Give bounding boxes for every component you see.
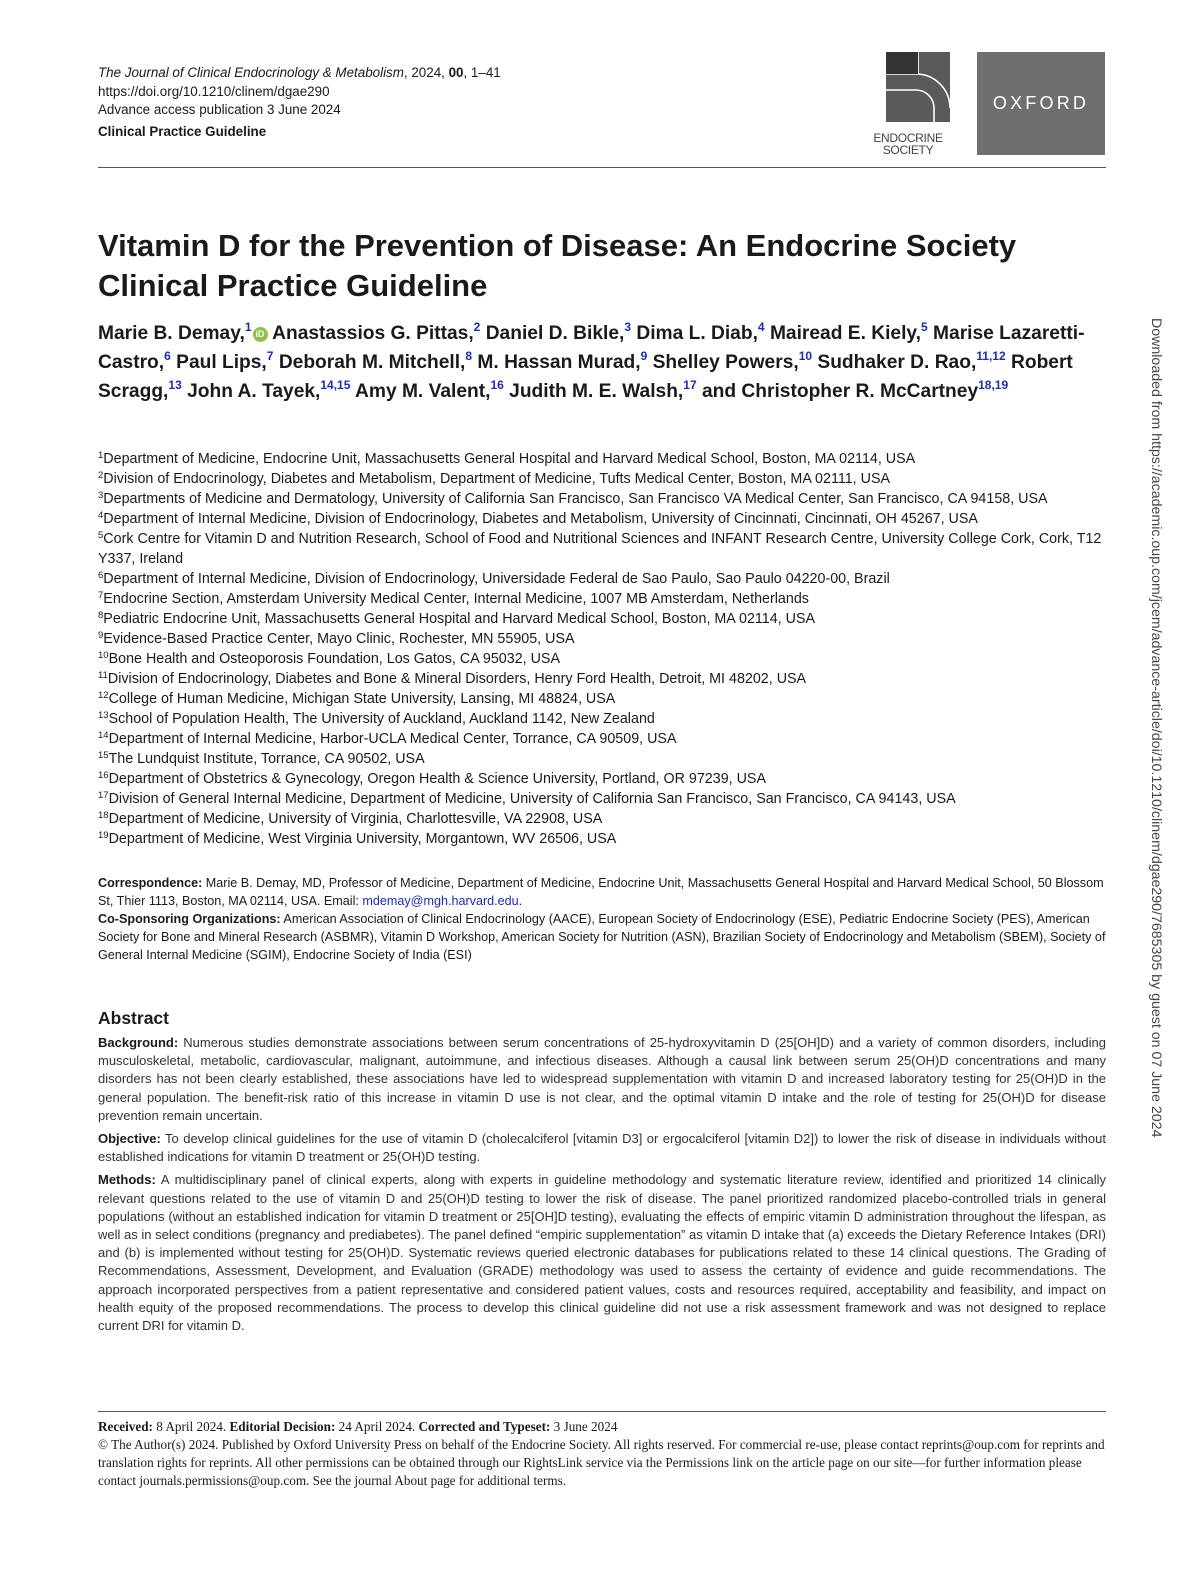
affiliation-number: 18	[98, 810, 109, 821]
author-affiliation-ref[interactable]: 17	[683, 378, 697, 392]
author-affiliation-ref[interactable]: 14,15	[320, 378, 351, 392]
copyright-notice: © The Author(s) 2024. Published by Oxford University Press on behalf of the Endocrine Society. All rights reserved. For commercial re-use, please contact reprints@oup.com for reprints and translation rights for reprints. All other permissions can be obtained through our RightsLink service via the Permissions link on the article page on our site—for further information please contact journals.permissions@oup.com. See the journal About page for additional terms.	[98, 1437, 1105, 1488]
author-name: and Christopher R. McCartney	[701, 381, 979, 402]
affiliation-number: 15	[98, 750, 109, 761]
author-name: Marie B. Demay,	[98, 323, 245, 344]
oxford-wordmark: OXFORD	[992, 93, 1090, 113]
author-name: Sudhaker D. Rao,	[817, 352, 977, 373]
endocrine-society-emblem-icon	[886, 52, 950, 122]
affiliation-text: Endocrine Section, Amsterdam University Medical Center, Internal Medicine, 1007 MB Amsterdam, Netherlands	[103, 591, 809, 607]
abstract-body	[98, 1034, 1106, 1340]
abstract-section	[98, 1171, 1106, 1335]
affiliation-text: Department of Medicine, University of Virginia, Charlottesville, VA 22908, USA	[108, 811, 603, 827]
author-affiliation-ref[interactable]: 6	[164, 349, 171, 363]
affiliation-item	[98, 669, 1108, 689]
affiliation-number: 8	[98, 610, 104, 621]
correspondence: Correspondence: Marie B. Demay, MD, Professor of Medicine, Department of Medicine, Endocrine Unit, Massachusetts General Hospital and Harvard Medical School, 50 Blossom St, Thier 1113, Boston, MA 02114, USA. Email: mdemay@mgh.harvard.edu.	[98, 876, 1104, 908]
affiliation-item	[98, 729, 1108, 749]
author-name: Mairead E. Kiely,	[769, 323, 922, 344]
author-affiliation-ref[interactable]: 7	[266, 349, 274, 363]
journal-name: The Journal of Clinical Endocrinology & Metabolism	[98, 65, 404, 80]
affiliation-text: Department of Internal Medicine, Division of Endocrinology, Diabetes and Metabolism, University of Cincinnati, Cincinnati, OH 45267, USA	[103, 511, 978, 527]
affiliation-number: 4	[98, 510, 104, 521]
affiliation-text: School of Population Health, The University of Auckland, Auckland 1142, New Zealand	[108, 711, 655, 727]
co-sponsoring-organizations: Co-Sponsoring Organizations: American Association of Clinical Endocrinology (AACE), European Society of Endocrinology (ESE), Pediatric Endocrine Society (PES), American Society for Bone and Mineral Research (ASBMR), Vitamin D Workshop, American Society for Nutrition (ASN), Brazilian Society of Endocrinology and Metabolism (SBEM), Society of General Internal Medicine (SGIM), Endocrine Society of India (ESI)	[98, 912, 1106, 962]
affiliation-item	[98, 609, 1108, 629]
access-date: Advance access publication 3 June 2024	[98, 102, 341, 118]
abstract-section-label: Methods:	[98, 1172, 156, 1188]
affiliation-text: Evidence-Based Practice Center, Mayo Clinic, Rochester, MN 55905, USA	[103, 631, 575, 647]
author-affiliation-ref[interactable]: 2	[473, 320, 481, 334]
affiliation-text: Bone Health and Osteoporosis Foundation, Los Gatos, CA 95032, USA	[108, 651, 561, 667]
affiliation-text: College of Human Medicine, Michigan State University, Lansing, MI 48824, USA	[108, 691, 616, 707]
affiliation-number: 13	[98, 710, 109, 721]
affiliation-text: Department of Medicine, West Virginia University, Morgantown, WV 26506, USA	[108, 831, 617, 847]
article-dates: Received: 8 April 2024. Editorial Decision: 24 April 2024. Corrected and Typeset: 3 June 2024	[98, 1419, 618, 1434]
author-name: Dima L. Diab,	[636, 323, 758, 344]
affiliation-text: Division of General Internal Medicine, Department of Medicine, University of California San Francisco, San Francisco, CA 94143, USA	[108, 791, 956, 807]
article-type: Clinical Practice Guideline	[98, 123, 267, 139]
affiliation-item	[98, 629, 1108, 649]
download-watermark	[1150, 318, 1164, 1248]
affiliation-item	[98, 449, 1108, 469]
affiliation-list	[98, 449, 1108, 849]
abstract-section	[98, 1034, 1106, 1125]
affiliation-number: 17	[98, 790, 109, 801]
author-affiliation-ref[interactable]: 10	[798, 349, 813, 363]
author-name: Anastassios G. Pittas,	[272, 323, 474, 344]
affiliation-item	[98, 569, 1108, 589]
affiliation-number: 12	[98, 690, 109, 701]
abstract-section	[98, 1130, 1106, 1166]
abstract-section-label: Objective:	[98, 1131, 161, 1147]
author-affiliation-ref[interactable]: 18,19	[978, 378, 1009, 392]
footer-divider	[98, 1411, 1106, 1412]
journal-header	[98, 64, 698, 141]
author-name: Paul Lips,	[176, 352, 267, 373]
affiliation-text: Department of Medicine, Endocrine Unit, Massachusetts General Hospital and Harvard Medical School, Boston, MA 02114, USA	[103, 451, 916, 467]
affiliation-item	[98, 489, 1108, 509]
doi-link[interactable]: https://doi.org/10.1210/clinem/dgae290	[98, 83, 330, 99]
author-name: Marise Lazaretti-Castro,	[98, 323, 1085, 373]
affiliation-item	[98, 709, 1108, 729]
download-watermark-text: Downloaded from https://academic.oup.com/jcem/advance-article/doi/10.1210/clinem/dgae290/7685305 by guest on 07 June 2024	[1148, 318, 1164, 1138]
author-name: Robert Scragg,	[98, 352, 1073, 402]
affiliation-text: Departments of Medicine and Dermatology, University of California San Francisco, San Francisco VA Medical Center, San Francisco, CA 94158, USA	[103, 491, 1048, 507]
affiliation-number: 14	[98, 730, 109, 741]
header-divider	[98, 167, 1106, 168]
author-name: Shelley Powers,	[652, 352, 799, 373]
affiliation-text: Cork Centre for Vitamin D and Nutrition Research, School of Food and Nutritional Sciences and INFANT Research Centre, University College Cork, Cork, T12 Y337, Ireland	[98, 531, 1102, 567]
author-affiliation-ref[interactable]: 4	[757, 320, 765, 334]
abstract-section-text: Numerous studies demonstrate associations between serum concentrations of 25-hydroxyvitamin D (25[OH]D) and a variety of common disorders, including musculoskeletal, metabolic, cardiovascular, malignant, autoimmune, and infectious diseases. Although a causal link between serum 25(OH)D concentrations and many disorders has not been clearly established, these associations have led to widespread supplementation with vitamin D and increased laboratory testing for 25(OH)D in the general population. The benefit-risk ratio of this increase in vitamin D use is not clear, and the optimal vitamin D intake and the role of testing for 25(OH)D for disease prevention remain uncertain.	[98, 1035, 1106, 1123]
author-affiliation-ref[interactable]: 8	[465, 349, 473, 363]
affiliation-number: 10	[98, 650, 109, 661]
endocrine-society-logo	[858, 52, 958, 164]
author-name: Daniel D. Bikle,	[485, 323, 625, 344]
author-affiliation-ref[interactable]: 9	[640, 349, 648, 363]
article-title: Vitamin D for the Prevention of Disease: An Endocrine Society Clinical Practice Guideline	[98, 228, 1017, 303]
abstract-heading: Abstract	[98, 1008, 169, 1028]
affiliation-text: Department of Internal Medicine, Division of Endocrinology, Universidade Federal de Sao Paulo, Sao Paulo 04220-00, Brazil	[103, 571, 890, 587]
journal-citation: The Journal of Clinical Endocrinology & Metabolism, 2024, 00, 1–41	[98, 65, 501, 80]
affiliation-item	[98, 829, 1108, 849]
author-name: John A. Tayek,	[187, 381, 321, 402]
affiliation-item	[98, 769, 1108, 789]
author-name: Amy M. Valent,	[355, 381, 491, 402]
affiliation-number: 11	[98, 670, 108, 681]
correspondence-email-link[interactable]: mdemay@mgh.harvard.edu	[362, 894, 519, 908]
author-affiliation-ref[interactable]: 5	[921, 320, 928, 334]
affiliation-text: Department of Internal Medicine, Harbor-UCLA Medical Center, Torrance, CA 90509, USA	[108, 731, 677, 747]
affiliation-item	[98, 789, 1108, 809]
affiliation-text: The Lundquist Institute, Torrance, CA 90502, USA	[108, 751, 425, 767]
affiliation-item	[98, 749, 1108, 769]
author-affiliation-ref[interactable]: 13	[168, 378, 182, 392]
affiliation-number: 7	[98, 590, 104, 601]
affiliation-number: 19	[98, 830, 109, 841]
author-name: Deborah M. Mitchell,	[278, 352, 466, 373]
affiliation-number: 2	[98, 470, 104, 481]
affiliation-item	[98, 809, 1108, 829]
affiliation-item	[98, 649, 1108, 669]
affiliation-item	[98, 589, 1108, 609]
author-list	[98, 319, 1110, 406]
affiliation-item	[98, 509, 1108, 529]
affiliation-text: Division of Endocrinology, Diabetes and Bone & Mineral Disorders, Henry Ford Health, Detroit, MI 48202, USA	[107, 671, 807, 687]
author-affiliation-ref[interactable]: 16	[490, 378, 504, 392]
affiliation-item	[98, 529, 1108, 569]
affiliation-text: Division of Endocrinology, Diabetes and Metabolism, Department of Medicine, Tufts Medical Center, Boston, MA 02111, USA	[103, 471, 891, 487]
abstract-section-text: A multidisciplinary panel of clinical experts, along with experts in guideline methodology and systematic literature review, identified and prioritized 14 clinically relevant questions related to the use of vitamin D and 25(OH)D testing to lower the risk of disease. The panel prioritized randomized placebo-controlled trials in general populations (without an established indication for vitamin D treatment or 25[OH]D testing), evaluating the effects of empiric vitamin D administration throughout the lifespan, as well as in select conditions (pregnancy and prediabetes). The panel defined “empiric supplementation” as vitamin D intake that (a) exceeds the Dietary Reference Intakes (DRI) and (b) is implemented without testing for 25(OH)D. Systematic reviews queried electronic databases for publications related to these 14 clinical questions. The Grading of Recommendations, Assessment, Development, and Evaluation (GRADE) methodology was used to assess the certainty of evidence and guide recommendations. The approach incorporated perspectives from a patient representative and considered patient values, costs and resources required, acceptability and feasibility, and impact on health equity of the proposed recommendations. The process to develop this clinical guideline did not use a risk assessment framework and was not designed to replace current DRI for vitamin D.	[98, 1172, 1106, 1334]
author-affiliation-ref[interactable]: 3	[624, 320, 632, 334]
author-name: Judith M. E. Walsh,	[509, 381, 684, 402]
endocrine-society-wordmark: ENDOCRINE SOCIETY	[873, 131, 943, 157]
author-affiliation-ref[interactable]: 11,12	[976, 349, 1006, 363]
affiliation-number: 1	[98, 450, 104, 461]
orcid-icon[interactable]: iD	[253, 327, 268, 342]
affiliation-number: 3	[98, 490, 104, 501]
correspondence-block	[98, 874, 1108, 964]
author-name: M. Hassan Murad,	[477, 352, 641, 373]
journal-volume: 00	[448, 65, 464, 80]
affiliation-number: 16	[98, 770, 109, 781]
affiliation-item	[98, 469, 1108, 489]
abstract-section-text: To develop clinical guidelines for the use of vitamin D (cholecalciferol [vitamin D3] or ergocalciferol [vitamin D2]) to lower the risk of disease in individuals without established indications for vitamin D treatment or 25(OH)D testing.	[98, 1131, 1106, 1165]
affiliation-text: Department of Obstetrics & Gynecology, Oregon Health & Science University, Portland, OR 97239, USA	[108, 771, 767, 787]
affiliation-text: Pediatric Endocrine Unit, Massachusetts General Hospital and Harvard Medical School, Boston, MA 02114, USA	[103, 611, 816, 627]
author-affiliation-ref[interactable]: 1	[244, 320, 252, 334]
affiliation-number: 9	[98, 630, 104, 641]
affiliation-number: 6	[98, 570, 104, 581]
oxford-logo	[977, 52, 1105, 155]
affiliation-number: 5	[98, 530, 104, 541]
affiliation-item	[98, 689, 1108, 709]
abstract-section-label: Background:	[98, 1035, 179, 1050]
article-footer	[98, 1418, 1106, 1490]
